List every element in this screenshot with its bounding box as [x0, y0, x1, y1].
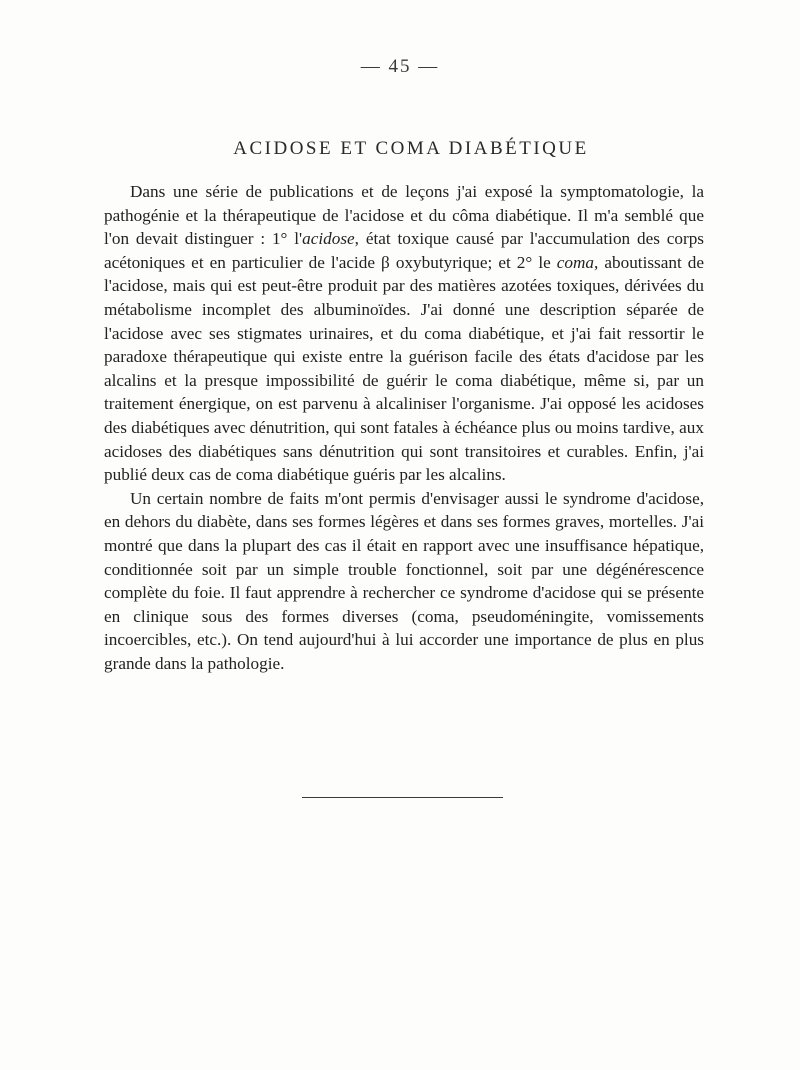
paragraph-1-text-b: , état toxique causé par l'accumulation des corps acétoniques et en particulier de l'acide β oxybutyrique; et 2° le	[104, 229, 704, 272]
paragraph-1-text-c: , aboutissant de l'acidose, mais qui est peut-être produit par des matières azotées toxiques, dérivées du métabolisme incomplet des albuminoïdes. J'ai donné une description séparée de l'acidose avec ses stigmates urinaires, et du coma diabétique, et j'ai fait ressortir le paradoxe thérapeutique qui existe entre la guérison facile des états d'acidose par les alcalins et la presque impossibilité de guérir le coma diabétique, même si, par un traitement énergique, on est parvenu à alcaliniser l'organisme. J'ai opposé les acidoses des diabétiques avec dénutrition, qui sont fatales à échéance plus ou moins tardive, aux acidoses des diabétiques sans dénutrition qui sont transitoires et curables. Enfin, j'ai publié deux cas de coma diabétique guéris par les alcalins.	[104, 252, 704, 485]
term-acidose: acidose	[302, 229, 355, 249]
paragraph-1-text-a: Dans une série de publications et de leçons j'ai exposé la symptomatologie, la pathogénie et la thérapeutique de l'acidose et du côma diabétique. Il m'a semblé que l'on devait distinguer : 1° l'	[104, 182, 704, 249]
body-text	[104, 180, 704, 675]
page-number: — 45 —	[360, 56, 440, 77]
paragraph-2: Un certain nombre de faits m'ont permis d'envisager aussi le syndrome d'acidose, en dehors du diabète, dans ses formes légères et dans ses formes graves, mortelles. J'ai montré que dans la plupart des cas il était en rapport avec une insuffisance hépatique, conditionnée soit par un simple trouble fonctionnel, soit par une dégénérescence complète du foie. Il faut apprendre à rechercher ce syndrome d'acidose qui se présente en clinique sous des formes diverses (coma, pseudoméningite, vomissements incoercibles, etc.). On tend aujourd'hui à lui accorder une importance de plus en plus grande dans la pathologie.	[104, 488, 704, 673]
section-end-rule	[302, 797, 503, 798]
paragraph-1	[104, 180, 704, 487]
section-title: ACIDOSE ET COMA DIABÉTIQUE	[233, 138, 589, 159]
term-coma: coma	[556, 252, 595, 272]
